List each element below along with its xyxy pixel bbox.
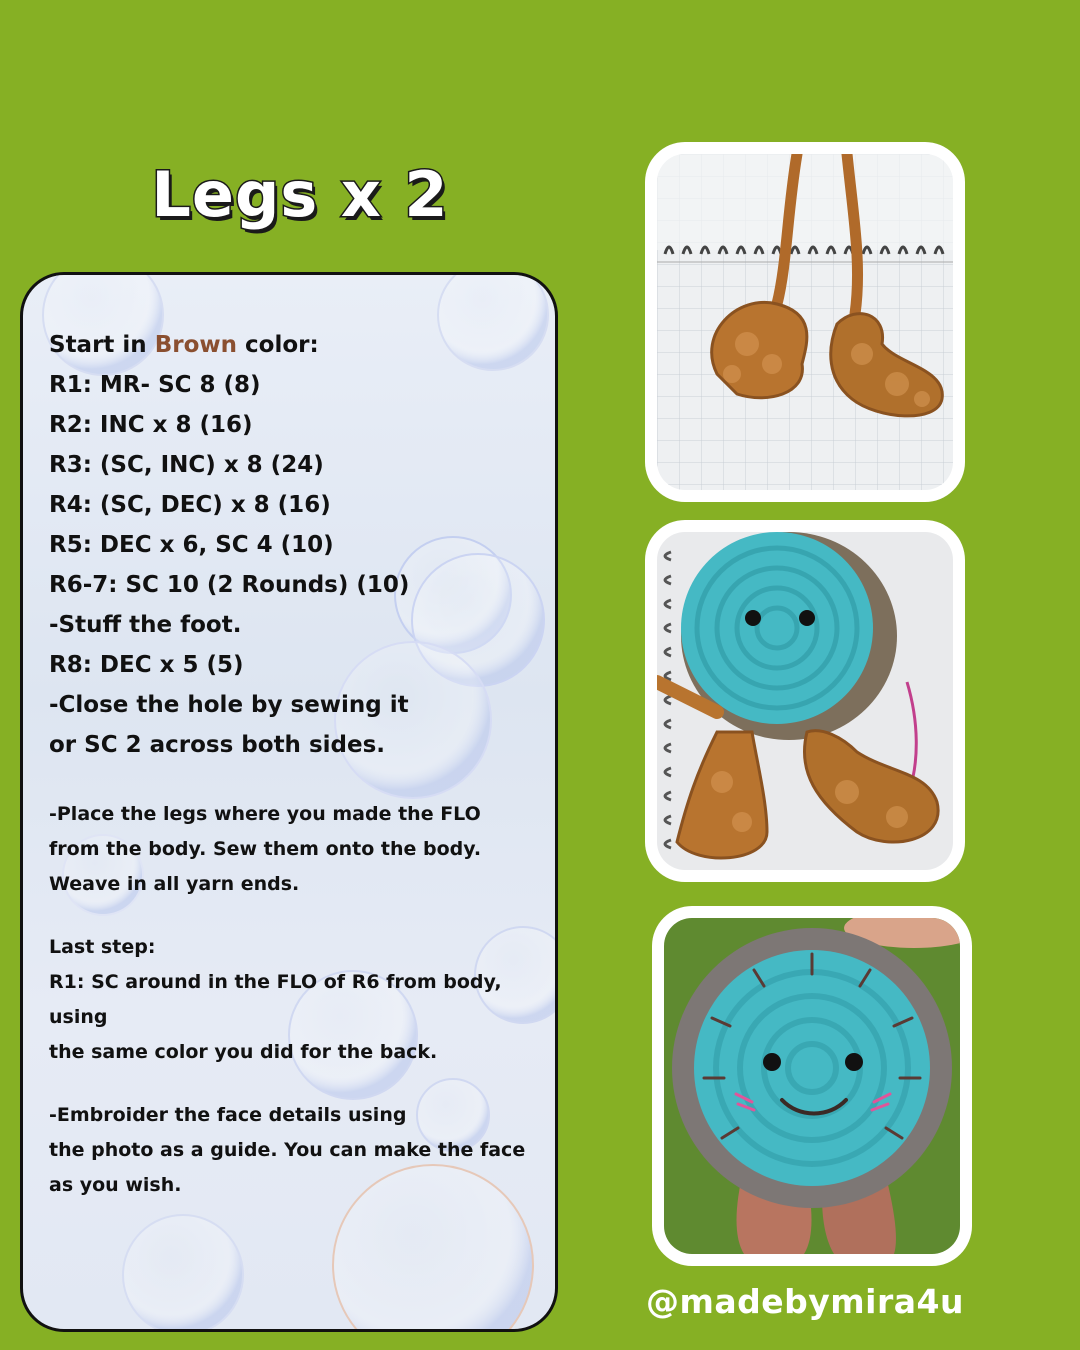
row-r1: R1: MR- SC 8 (8) — [49, 372, 261, 398]
last-step-title: Last step: — [49, 936, 156, 958]
embroider-line: -Embroider the face details using — [49, 1104, 407, 1126]
row-r3: R3: (SC, INC) x 8 (24) — [49, 452, 324, 478]
color-name: Brown — [154, 332, 237, 358]
body-with-legs-image — [657, 532, 953, 870]
assembly-line: Weave in all yarn ends. — [49, 873, 300, 895]
row-stuff: -Stuff the foot. — [49, 612, 242, 638]
assembly-line: from the body. Sew them onto the body. — [49, 838, 482, 860]
row-r4: R4: (SC, DEC) x 8 (16) — [49, 492, 331, 518]
finished-face-photo — [652, 906, 972, 1266]
social-handle: @madebymira4u — [646, 1282, 964, 1321]
pattern-text — [49, 325, 539, 1203]
embroider-line: as you wish. — [49, 1174, 182, 1196]
row-close-1: -Close the hole by sewing it — [49, 692, 409, 718]
pattern-card — [20, 272, 558, 1332]
last-step-line: the same color you did for the back. — [49, 1041, 438, 1063]
legs-photo — [645, 142, 965, 502]
row-r6-7: R6-7: SC 10 (2 Rounds) (10) — [49, 572, 410, 598]
assembly-line: -Place the legs where you made the FLO — [49, 803, 481, 825]
embroider-line: the photo as a guide. You can make the face — [49, 1139, 526, 1161]
row-r2: R2: INC x 8 (16) — [49, 412, 253, 438]
legs-image — [657, 154, 953, 490]
body-with-legs-photo — [645, 520, 965, 882]
finished-face-image — [664, 918, 960, 1254]
intro-line: Start in Brown color: — [49, 332, 319, 358]
last-step-line: R1: SC around in the FLO of R6 from body, using — [49, 971, 502, 1028]
page-title: Legs x 2 — [151, 158, 449, 231]
row-r8: R8: DEC x 5 (5) — [49, 652, 244, 678]
row-r5: R5: DEC x 6, SC 4 (10) — [49, 532, 334, 558]
row-close-2: or SC 2 across both sides. — [49, 732, 386, 758]
